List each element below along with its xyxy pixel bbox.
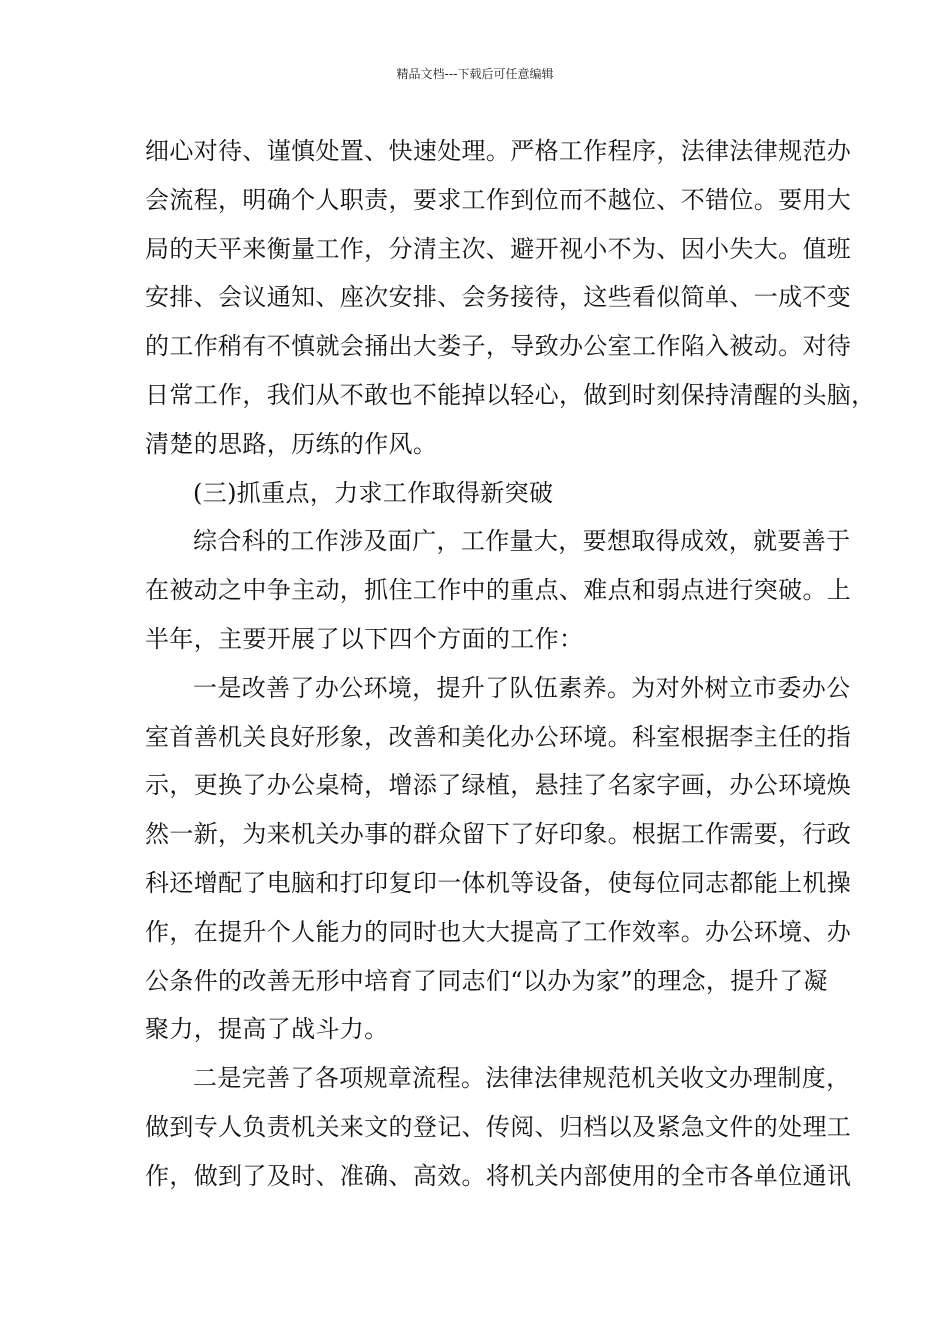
text-line: 聚力，提高了战斗力。 [145, 1015, 389, 1044]
text-line: 在被动之中争主动，抓住工作中的重点、难点和弱点进行突破。上 [145, 576, 852, 605]
text-line: 局的天平来衡量工作，分清主次、避开视小不为、因小失大。值班 [145, 234, 852, 263]
text-line: 公条件的改善无形中培育了同志们“以办为家”的理念，提升了凝 [145, 966, 828, 995]
text-line: 示，更换了办公桌椅，增添了绿植，悬挂了名家字画，办公环境焕 [145, 771, 852, 800]
text-line: 半年，主要开展了以下四个方面的工作： [145, 624, 584, 653]
text-line: 综合科的工作涉及面广，工作量大，要想取得成效，就要善于 [193, 527, 851, 556]
text-line: 室首善机关良好形象，改善和美化办公环境。科室根据李主任的指 [145, 722, 852, 751]
text-line: 安排、会议通知、座次安排、会务接待，这些看似简单、一成不变 [145, 283, 852, 312]
text-line: 然一新，为来机关办事的群众留下了好印象。根据工作需要，行政 [145, 820, 852, 849]
text-line: 作，在提升个人能力的同时也大大提高了工作效率。办公环境、办 [145, 917, 852, 946]
text-line: 会流程，明确个人职责，要求工作到位而不越位、不错位。要用大 [145, 185, 852, 214]
text-line: 细心对待、谨慎处置、快速处理。严格工作程序，法律法律规范办 [145, 137, 852, 165]
text-line: 清楚的思路，历练的作风。 [145, 429, 438, 458]
text-line: 二是完善了各项规章流程。法律法律规范机关收文办理制度， [193, 1064, 851, 1093]
text-line: 科还增配了电脑和打印复印一体机等设备，使每位同志都能上机操 [145, 868, 852, 897]
text-line: 一是改善了办公环境，提升了队伍素养。为对外树立市委办公 [193, 673, 851, 702]
text-line: (三)抓重点，力求工作取得新突破 [193, 478, 554, 507]
text-line: 的工作稍有不慎就会捅出大娄子，导致办公室工作陷入被动。对待 [145, 332, 852, 361]
text-line: 日常工作，我们从不敢也不能掉以轻心，做到时刻保持清醒的头脑， [145, 380, 876, 409]
page-header: 精品文档---下载后可任意编辑 [396, 67, 554, 81]
document-body [145, 130, 876, 1204]
text-line: 做到专人负责机关来文的登记、传阅、归档以及紧急文件的处理工 [145, 1112, 852, 1141]
text-line: 作，做到了及时、准确、高效。将机关内部使用的全市各单位通讯 [145, 1161, 852, 1190]
